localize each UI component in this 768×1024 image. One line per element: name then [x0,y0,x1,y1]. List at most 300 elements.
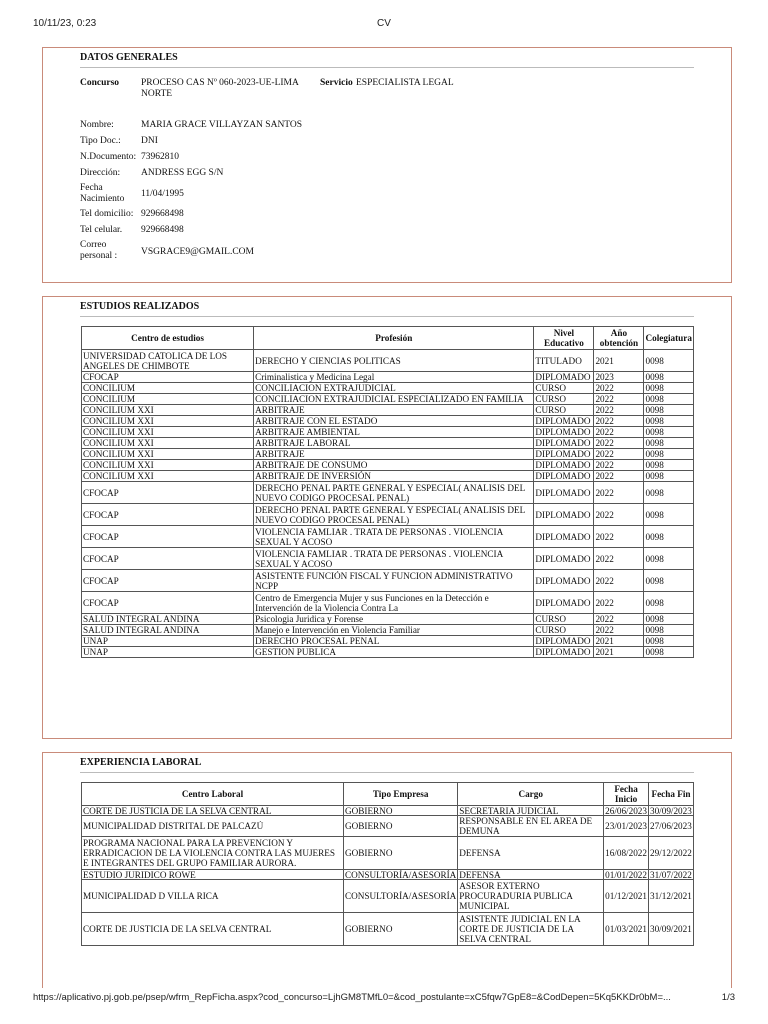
table-cell [604,880,649,913]
cell-text: 2022 [595,438,614,448]
table-cell [254,383,534,394]
table-cell [254,570,534,592]
cell-text: CURSO [535,383,567,393]
cell-text: 0098 [645,471,664,481]
table-cell [82,350,254,372]
cell-text: CONCILIUM [83,383,136,393]
table-cell [644,438,694,449]
cell-text: 2022 [595,460,614,470]
table-row [82,647,694,658]
cell-text: ASISTENTE FUNCIÓN FISCAL Y FUNCION ADMINISTRATIVO NCPP [255,570,513,591]
cell-text: Psicologia Juridica y Forense [255,614,364,624]
table-row [82,526,694,548]
table-row [82,837,694,870]
cell-text: CONCILIUM XXI [83,438,154,448]
cell-text: 2021 [595,355,614,366]
cell-text: DIPLOMADO [535,372,591,382]
table-cell [82,449,254,460]
cell-text: DIPLOMADO [535,647,591,657]
table-cell [604,837,649,870]
cell-text: CURSO [535,405,567,415]
field-value: DNI [141,136,158,146]
table-cell [254,427,534,438]
table-row [82,416,694,427]
cell-text: 26/06/2023 [605,806,647,815]
cell-text: DIPLOMADO [535,531,591,542]
table-cell [82,405,254,416]
table-cell [534,383,594,394]
table-cell [644,548,694,570]
cell-text: DIPLOMADO [535,449,591,459]
cell-text: 01/12/2021 [605,891,647,901]
print-datetime: 10/11/23, 0:23 [33,18,97,29]
table-row [82,504,694,526]
field-value: 929668498 [141,225,184,235]
table-cell [534,372,594,383]
print-title: CV [377,18,391,29]
cell-text: 2022 [595,416,614,426]
table-cell [254,449,534,460]
print-header [33,18,735,32]
table-cell [534,548,594,570]
table-cell [82,636,254,647]
section-title: DATOS GENERALES [80,52,178,63]
table-cell [604,913,649,946]
cell-text: CONCILIUM XXI [83,427,154,437]
cell-text: 31/12/2021 [649,891,692,901]
table-cell [343,837,457,870]
table-cell [534,394,594,405]
cell-text: 2022 [595,405,614,415]
cell-text: DERECHO PROCESAL PENAL [255,636,380,646]
cell-text: 0098 [645,647,664,657]
cell-text: CFOCAP [83,575,119,586]
table-cell [594,647,644,658]
cell-text: CURSO [535,614,567,624]
cell-text: CFOCAP [83,372,119,382]
cell-text: VIOLENCIA FAMLIAR . TRATA DE PERSONAS . VIOLENCIA SEXUAL Y ACOSO [255,526,503,547]
cell-text: DIPLOMADO [535,460,591,470]
table-cell [644,383,694,394]
table-row [82,471,694,482]
table-cell [82,438,254,449]
table-cell [534,504,594,526]
table-header-row [82,783,694,806]
cell-text: 0098 [645,625,664,635]
table-cell [82,870,344,880]
table-cell [534,350,594,372]
cell-text: CFOCAP [83,531,119,542]
table-cell [254,416,534,427]
table-cell [458,806,604,816]
cell-text: CONCILIUM XXI [83,416,154,426]
table-cell [594,504,644,526]
table-cell [534,482,594,504]
table-cell [458,816,604,837]
cell-text: CURSO [535,625,567,635]
cell-text: 2021 [595,647,614,657]
table-cell [644,449,694,460]
table-cell [648,816,693,837]
table-cell [644,416,694,427]
table-cell [644,482,694,504]
column-header: Cargo [458,783,604,806]
cell-text: CONCILIACION EXTRAJUDICIAL [255,383,396,393]
table-cell [644,394,694,405]
cell-text: DIPLOMADO [535,427,591,437]
cell-text: DIPLOMADO [535,487,591,498]
table-cell [594,449,644,460]
cell-text: DIPLOMADO [535,509,591,520]
cell-text: 2022 [595,427,614,437]
table-row [82,449,694,460]
cell-text: 2022 [595,531,614,542]
cell-text: DIPLOMADO [535,438,591,448]
column-header: Nivel Educativo [534,327,594,350]
cell-text: MUNICIPALIDAD D VILLA RICA [83,891,219,901]
cell-text: 2022 [595,553,614,564]
estudios-panel [42,296,732,739]
table-cell [254,636,534,647]
table-cell [254,504,534,526]
cell-text: Manejo e Intervención en Violencia Familiar [255,625,420,635]
table-cell [644,460,694,471]
cell-text: 0098 [645,416,664,426]
table-cell [82,526,254,548]
cell-text: 01/03/2021 [605,924,647,934]
table-cell [82,548,254,570]
table-cell [254,372,534,383]
table-row [82,438,694,449]
table-cell [343,806,457,816]
table-cell [534,438,594,449]
table-cell [644,614,694,625]
column-header: Profesión [254,327,534,350]
table-cell [254,405,534,416]
cell-text: 0098 [645,509,664,520]
table-row [82,570,694,592]
table-cell [82,460,254,471]
table-row [82,405,694,416]
table-row [82,548,694,570]
table-cell [82,592,254,614]
table-cell [254,394,534,405]
cell-text: CORTE DE JUSTICIA DE LA SELVA CENTRAL [83,924,272,934]
table-cell [254,482,534,504]
table-cell [534,471,594,482]
table-cell [594,471,644,482]
table-cell [534,647,594,658]
cell-text: 23/01/2023 [605,821,647,831]
cell-text: DEFENSA [459,848,501,858]
cell-text: 31/07/2022 [649,870,692,879]
field-label: Tel celular. [80,225,123,235]
table-cell [604,870,649,880]
column-header: Fecha Fin [648,783,693,806]
table-cell [254,471,534,482]
cell-text: Criminalistica y Medicina Legal [255,372,375,382]
cell-text: SECRETARIA JUDICIAL [459,806,559,815]
table-cell [534,416,594,427]
table-cell [534,460,594,471]
table-cell [82,614,254,625]
cell-text: 2022 [595,509,614,520]
table-cell [644,647,694,658]
cell-text: GOBIERNO [344,821,393,831]
table-cell [594,570,644,592]
cell-text: 2022 [595,575,614,586]
table-cell [458,880,604,913]
table-cell [82,372,254,383]
column-header: Centro Laboral [82,783,344,806]
table-cell [644,350,694,372]
table-row [82,816,694,837]
cell-text: CONCILIUM XXI [83,460,154,470]
cell-text: DIPLOMADO [535,553,591,564]
table-row [82,592,694,614]
table-row [82,880,694,913]
cell-text: 2022 [595,471,614,481]
table-cell [594,427,644,438]
cell-text: UNAP [83,636,109,646]
concurso-label: Concurso [80,78,120,88]
table-cell [82,416,254,427]
divider [80,316,694,317]
table-cell [594,372,644,383]
cell-text: CFOCAP [83,487,119,498]
cell-text: 0098 [645,531,664,542]
cell-text: GOBIERNO [344,924,393,934]
cell-text: CONSULTORÍA/ASESORÍA [344,891,457,901]
table-cell [343,816,457,837]
table-cell [82,504,254,526]
divider [80,67,694,68]
cell-text: GESTION PUBLICA [255,647,337,657]
field-label: Nombre: [80,120,114,130]
cell-text: DERECHO PENAL PARTE GENERAL Y ESPECIAL( ANALISIS DEL NUEVO CODIGO PROCESAL PENAL) [255,482,525,503]
table-cell [534,636,594,647]
cell-text: CFOCAP [83,509,119,520]
cell-text: DIPLOMADO [535,636,591,646]
cell-text: CONCILIUM XXI [83,449,154,459]
table-cell [82,647,254,658]
field-value: 929668498 [141,209,184,219]
datos-generales-panel [42,47,732,283]
table-cell [343,870,457,880]
cell-text: ARBITRAJE LABORAL [255,438,351,448]
table-cell [254,460,534,471]
cell-text: CONCILIUM XXI [83,471,154,481]
table-row [82,460,694,471]
table-cell [254,625,534,636]
field-value: VSGRACE9@GMAIL.COM [141,247,254,257]
table-cell [82,625,254,636]
table-cell [594,383,644,394]
table-cell [534,614,594,625]
cell-text: 30/09/2023 [649,806,692,815]
cell-text: 2023 [595,372,614,382]
table-cell [254,647,534,658]
table-cell [254,548,534,570]
cell-text: 0098 [645,597,664,608]
cell-text: 0098 [645,460,664,470]
table-cell [82,394,254,405]
table-cell [82,880,344,913]
field-label: Tipo Doc.: [80,136,121,146]
cell-text: CORTE DE JUSTICIA DE LA SELVA CENTRAL [83,806,272,815]
page-url: https://aplicativo.pj.gob.pe/psep/wfrm_RepFicha.aspx?cod_concurso=LjhGM8TMfL0=&cod_postulante=xC5fqw7GpE8=&CodDepen=5Kq5KKDr0bM=... [33,992,671,1003]
cell-text: 0098 [645,449,664,459]
field-label: Dirección: [80,168,121,178]
table-cell [82,816,344,837]
cell-text: PROGRAMA NACIONAL PARA LA PREVENCION Y ERRADICACION DE LA VIOLENCIA CONTRA LAS MUJERES E INTEGRANTES DEL GRUPO FAMILIAR AURORA. [83,838,335,868]
table-cell [594,592,644,614]
field-label: Tel domicilio: [80,209,134,219]
table-cell [594,460,644,471]
servicio-value: ESPECIALISTA LEGAL [356,78,454,88]
cell-text: VIOLENCIA FAMLIAR . TRATA DE PERSONAS . VIOLENCIA SEXUAL Y ACOSO [255,548,503,569]
cell-text: DERECHO Y CIENCIAS POLITICAS [255,355,401,366]
column-header: Colegiatura [644,327,694,350]
field-value: 11/04/1995 [141,189,184,199]
cell-text: 2022 [595,449,614,459]
table-cell [343,880,457,913]
column-header: Fecha Inicio [604,783,649,806]
column-header: Centro de estudios [82,327,254,350]
table-cell [458,837,604,870]
table-row [82,913,694,946]
page-number: 1/3 [721,992,735,1003]
cell-text: 2022 [595,487,614,498]
field-value: MARIA GRACE VILLAYZAN SANTOS [141,120,303,130]
table-cell [82,570,254,592]
table-cell [644,427,694,438]
table-cell [648,806,693,816]
table-cell [594,625,644,636]
field-value: ANDRESS EGG S/N [141,168,224,178]
table-cell [594,614,644,625]
table-cell [534,427,594,438]
table-row [82,870,694,880]
cell-text: MUNICIPALIDAD DISTRITAL DE PALCAZÚ [83,821,264,831]
cell-text: CFOCAP [83,553,119,564]
cell-text: CFOCAP [83,597,119,608]
table-row [82,394,694,405]
table-cell [594,394,644,405]
table-cell [254,592,534,614]
cell-text: ESTUDIO JURIDICO ROWE [83,870,196,879]
cell-text: 0098 [645,372,664,382]
table-cell [458,870,604,880]
cell-text: ASISTENTE JUDICIAL EN LA CORTE DE JUSTICIA DE LA SELVA CENTRAL [459,914,581,944]
cell-text: GOBIERNO [344,806,393,815]
table-cell [594,636,644,647]
table-row [82,350,694,372]
experiencia-panel [42,752,732,988]
table-cell [644,504,694,526]
cell-text: 0098 [645,438,664,448]
table-cell [82,806,344,816]
servicio-label: Servicio [320,78,353,88]
table-cell [594,350,644,372]
cell-text: 2022 [595,394,614,404]
table-cell [534,625,594,636]
table-cell [604,806,649,816]
cell-text: ARBITRAJE DE CONSUMO [255,460,368,470]
cell-text: 2022 [595,383,614,393]
table-cell [644,471,694,482]
cell-text: DIPLOMADO [535,597,591,608]
cell-text: 0098 [645,394,664,404]
cell-text: RESPONSABLE EN EL AREA DE DEMUNA [459,816,593,836]
cell-text: 0098 [645,553,664,564]
table-cell [343,913,457,946]
table-cell [594,416,644,427]
cell-text: 16/08/2022 [605,848,647,858]
cell-text: 0098 [645,487,664,498]
table-cell [644,625,694,636]
cell-text: 0098 [645,575,664,586]
table-cell [648,913,693,946]
cell-text: 2022 [595,614,614,624]
cell-text: 2022 [595,597,614,608]
table-cell [644,405,694,416]
table-header-row [82,327,694,350]
cell-text: 0098 [645,405,664,415]
cell-text: ARBITRAJE [255,405,305,415]
table-cell [594,438,644,449]
table-cell [594,405,644,416]
table-cell [594,548,644,570]
table-row [82,806,694,816]
divider [80,772,694,773]
cell-text: DEFENSA [459,870,501,879]
table-cell [604,816,649,837]
table-cell [82,913,344,946]
cell-text: CONCILIACION EXTRAJUDICIAL ESPECIALIZADO EN FAMILIA [255,394,524,404]
table-cell [82,383,254,394]
table-cell [534,570,594,592]
table-cell [254,350,534,372]
table-cell [534,592,594,614]
cell-text: ARBITRAJE DE INVERSIÓN [255,471,372,481]
cell-text: Centro de Emergencia Mujer y sus Funciones en la Detección e Intervención de la Violencia Contra La [255,592,489,613]
cell-text: ARBITRAJE AMBIENTAL [255,427,360,437]
cell-text: 0098 [645,383,664,393]
table-cell [254,614,534,625]
table-row [82,482,694,504]
cell-text: 0098 [645,636,664,646]
cell-text: 0098 [645,355,664,366]
cell-text: DIPLOMADO [535,575,591,586]
cell-text: UNAP [83,647,109,657]
table-cell [644,526,694,548]
cell-text: ASESOR EXTERNO PROCURADURIA PUBLICA MUNICIPAL [459,881,573,911]
field-label: Fecha Nacimiento [80,183,125,204]
cell-text: ARBITRAJE [255,449,305,459]
cell-text: 2021 [595,636,614,646]
table-row [82,383,694,394]
table-cell [82,837,344,870]
field-label: N.Documento: [80,152,137,162]
cell-text: DIPLOMADO [535,416,591,426]
cell-text: 30/09/2021 [649,924,692,934]
cell-text: SALUD INTEGRAL ANDINA [83,614,200,624]
concurso-value: PROCESO CAS Nº 060-2023-UE-LIMA NORTE [141,78,299,99]
field-value: 73962810 [141,152,179,162]
cell-text: CONCILIUM XXI [83,405,154,415]
section-title: ESTUDIOS REALIZADOS [80,301,200,312]
